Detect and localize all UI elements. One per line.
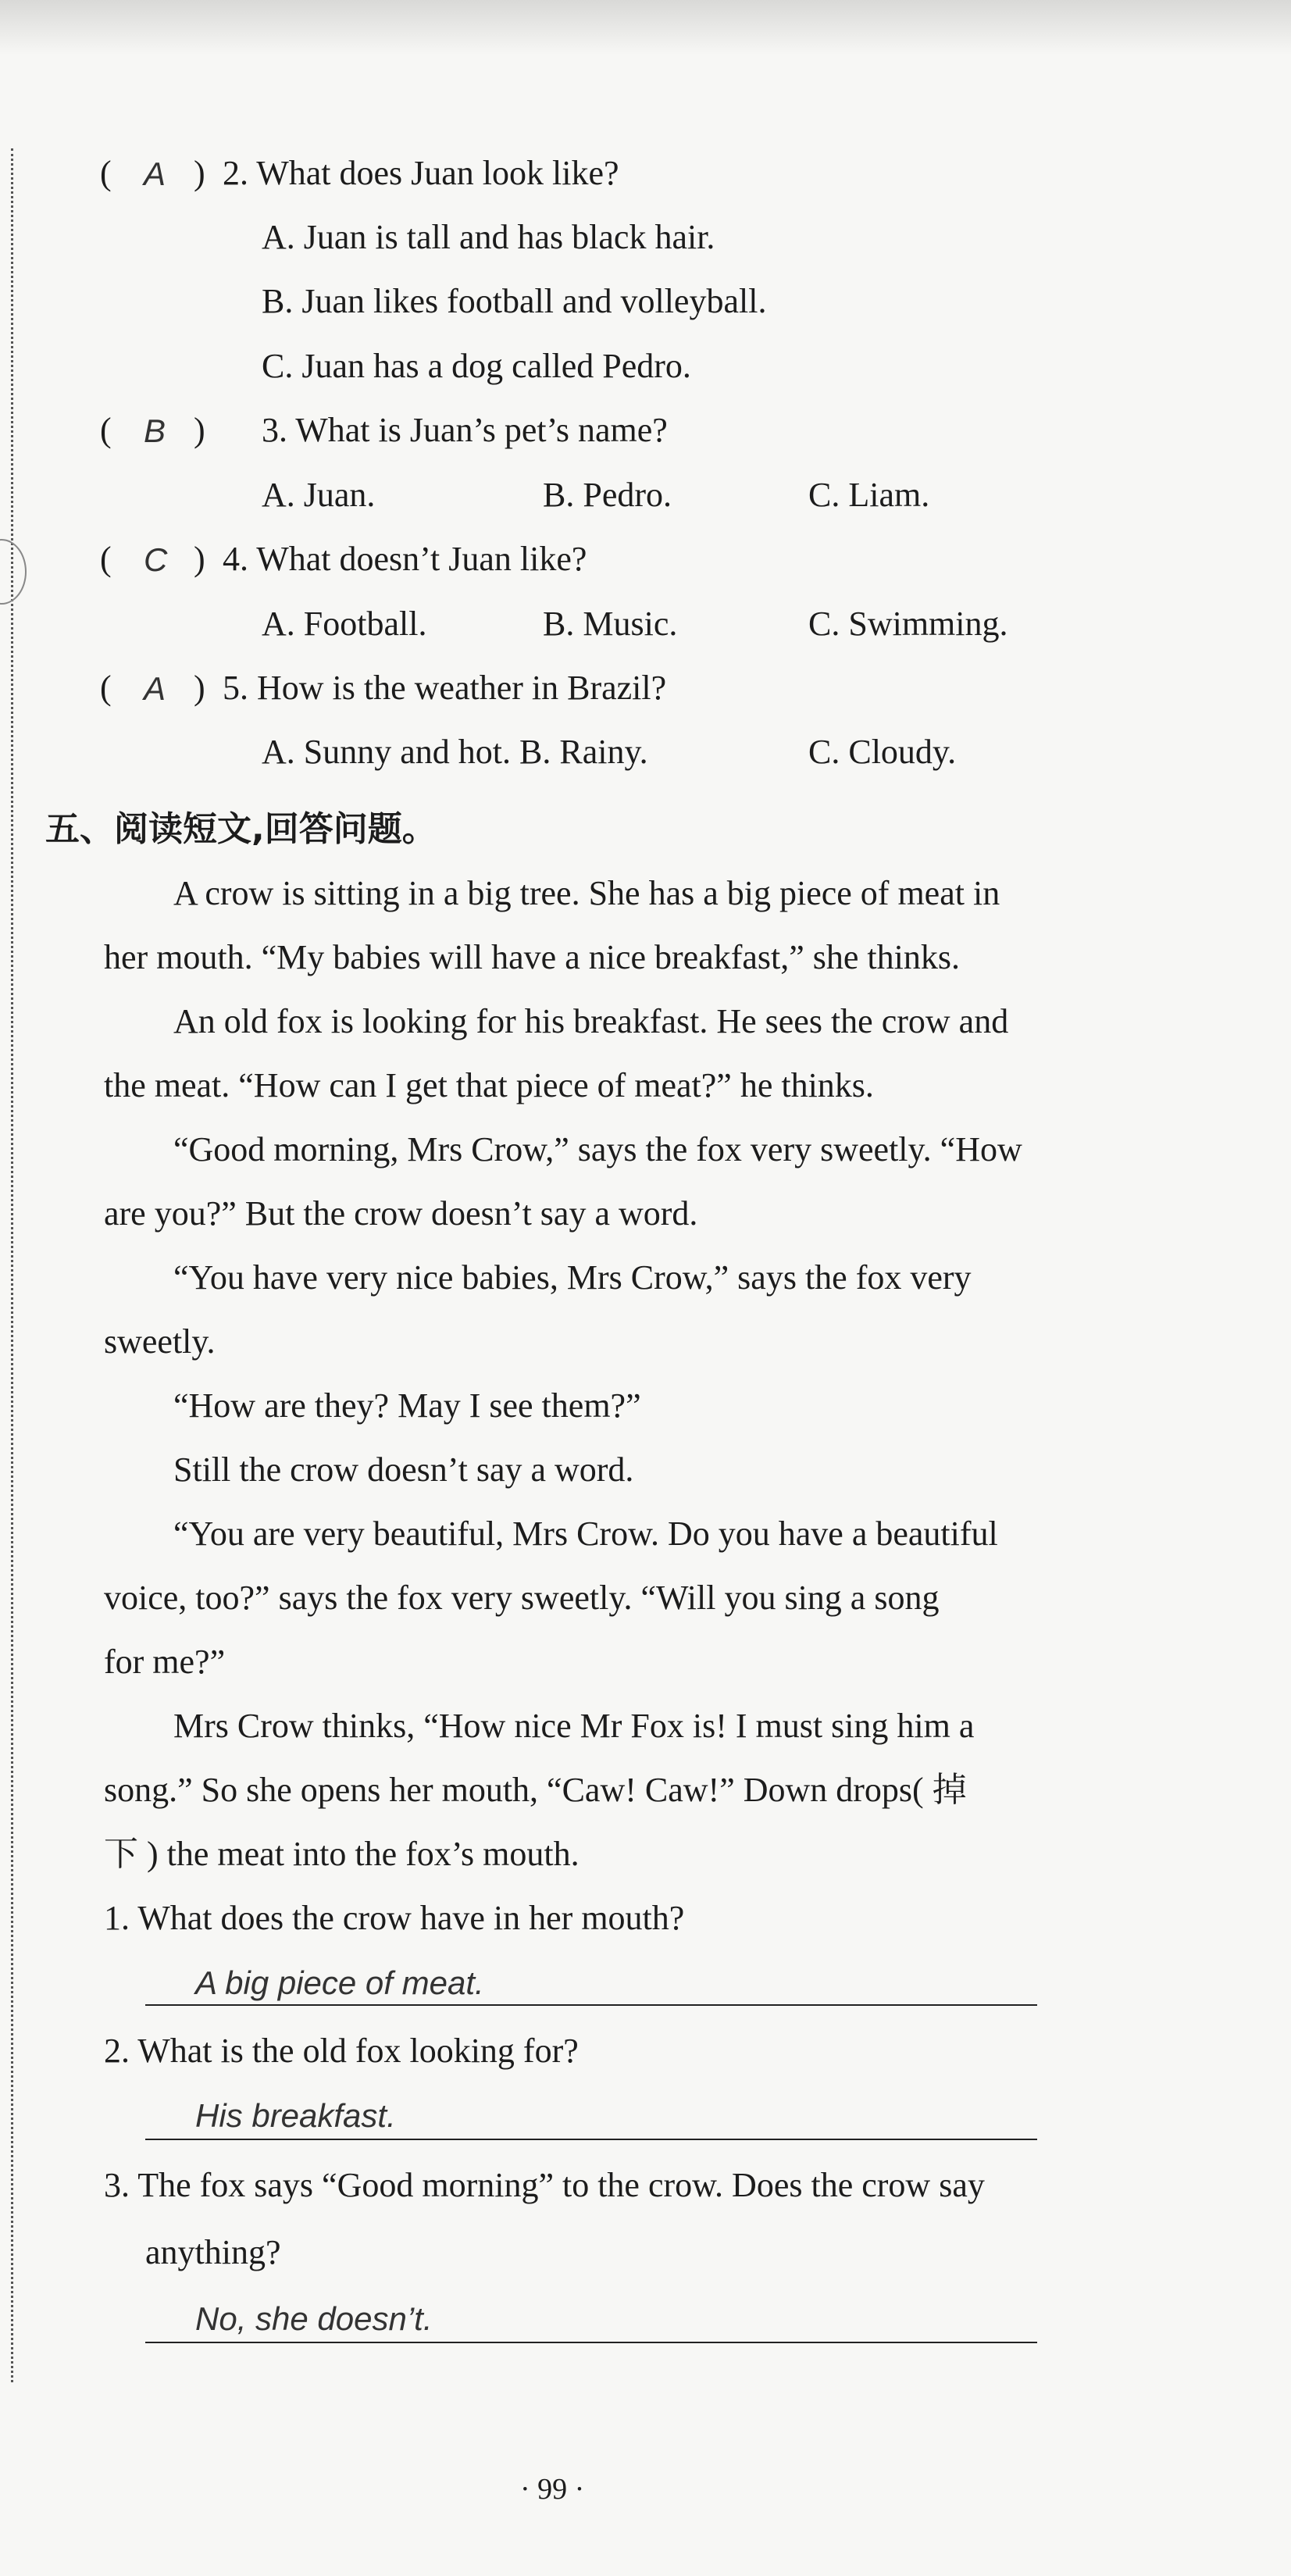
passage-line: the meat. “How can I get that piece of meat?” he thinks. bbox=[104, 1066, 874, 1104]
answer-bracket-close: ) bbox=[194, 540, 205, 578]
answer-bracket-close: ) bbox=[194, 411, 205, 449]
handwritten-answer: A bbox=[144, 670, 166, 707]
qa-question: 2. What is the old fox looking for? bbox=[104, 2032, 579, 2070]
handwritten-answer: C bbox=[144, 541, 168, 578]
section-heading: 五、阅读短文,回答问题。 bbox=[45, 809, 437, 849]
passage-line: “How are they? May I see them?” bbox=[173, 1386, 641, 1425]
passage-line: An old fox is looking for his breakfast. He sees the crow and bbox=[173, 1002, 1009, 1040]
handwritten-answer: A big piece of meat. bbox=[195, 1964, 484, 2001]
answer-line bbox=[145, 2342, 1037, 2343]
option-b: B. Pedro. bbox=[543, 476, 672, 514]
passage-line: A crow is sitting in a big tree. She has a big piece of meat in bbox=[173, 874, 1000, 912]
handwritten-answer: B bbox=[144, 412, 166, 449]
answer-bracket-close: ) bbox=[194, 154, 205, 192]
passage-line: Mrs Crow thinks, “How nice Mr Fox is! I must sing him a bbox=[173, 1707, 975, 1745]
answer-bracket-close: ) bbox=[194, 669, 205, 707]
passage-line: song.” So she opens her mouth, “Caw! Caw!” Down drops( 掉 bbox=[104, 1771, 967, 1809]
passage-line: sweetly. bbox=[104, 1322, 216, 1361]
passage-line: for me?” bbox=[104, 1643, 226, 1681]
option-a: A. Football. bbox=[262, 605, 427, 643]
qa-question: 1. What does the crow have in her mouth? bbox=[104, 1899, 685, 1937]
handwritten-answer: No, she doesn’t. bbox=[195, 2300, 433, 2337]
question-text: 3. What is Juan’s pet’s name? bbox=[262, 411, 668, 449]
passage-line: are you?” But the crow doesn’t say a word. bbox=[104, 1194, 698, 1233]
question-text: 2. What does Juan look like? bbox=[223, 154, 619, 192]
qa-question-cont: anything? bbox=[145, 2233, 281, 2271]
question-text: 5. How is the weather in Brazil? bbox=[223, 669, 667, 707]
binding-clip-mark bbox=[0, 539, 27, 605]
option-c: C. Liam. bbox=[808, 476, 930, 514]
answer-bracket-open: ( bbox=[100, 154, 112, 192]
handwritten-answer: His breakfast. bbox=[195, 2097, 396, 2134]
passage-line: voice, too?” says the fox very sweetly. “Will you sing a song bbox=[104, 1579, 940, 1617]
binding-dashed-line bbox=[11, 148, 13, 2382]
answer-bracket-open: ( bbox=[100, 411, 112, 449]
option-b: B. Juan likes football and volleyball. bbox=[262, 282, 767, 320]
qa-question: 3. The fox says “Good morning” to the crow. Does the crow say bbox=[104, 2166, 985, 2204]
option-a: A. Juan. bbox=[262, 476, 376, 514]
passage-line: “You have very nice babies, Mrs Crow,” says the fox very bbox=[173, 1258, 972, 1297]
top-shadow bbox=[0, 0, 1291, 55]
option-b: B. Music. bbox=[543, 605, 678, 643]
question-text: 4. What doesn’t Juan like? bbox=[223, 540, 587, 578]
passage-line: 下 ) the meat into the fox’s mouth. bbox=[104, 1835, 580, 1873]
handwritten-answer: A bbox=[144, 155, 166, 192]
option-a-b: A. Sunny and hot. B. Rainy. bbox=[262, 733, 648, 771]
answer-bracket-open: ( bbox=[100, 669, 112, 707]
passage-line: Still the crow doesn’t say a word. bbox=[173, 1450, 634, 1489]
option-c: C. Cloudy. bbox=[808, 733, 957, 771]
answer-line bbox=[145, 2139, 1037, 2140]
answer-line bbox=[145, 2004, 1037, 2006]
passage-line: “Good morning, Mrs Crow,” says the fox very sweetly. “How bbox=[173, 1130, 1022, 1168]
passage-line: her mouth. “My babies will have a nice breakfast,” she thinks. bbox=[104, 938, 961, 976]
answer-bracket-open: ( bbox=[100, 540, 112, 578]
page-number: · 99 · bbox=[520, 2473, 585, 2506]
option-c: C. Swimming. bbox=[808, 605, 1008, 643]
passage-line: “You are very beautiful, Mrs Crow. Do you have a beautiful bbox=[173, 1515, 998, 1553]
option-c: C. Juan has a dog called Pedro. bbox=[262, 347, 691, 385]
option-a: A. Juan is tall and has black hair. bbox=[262, 218, 715, 256]
